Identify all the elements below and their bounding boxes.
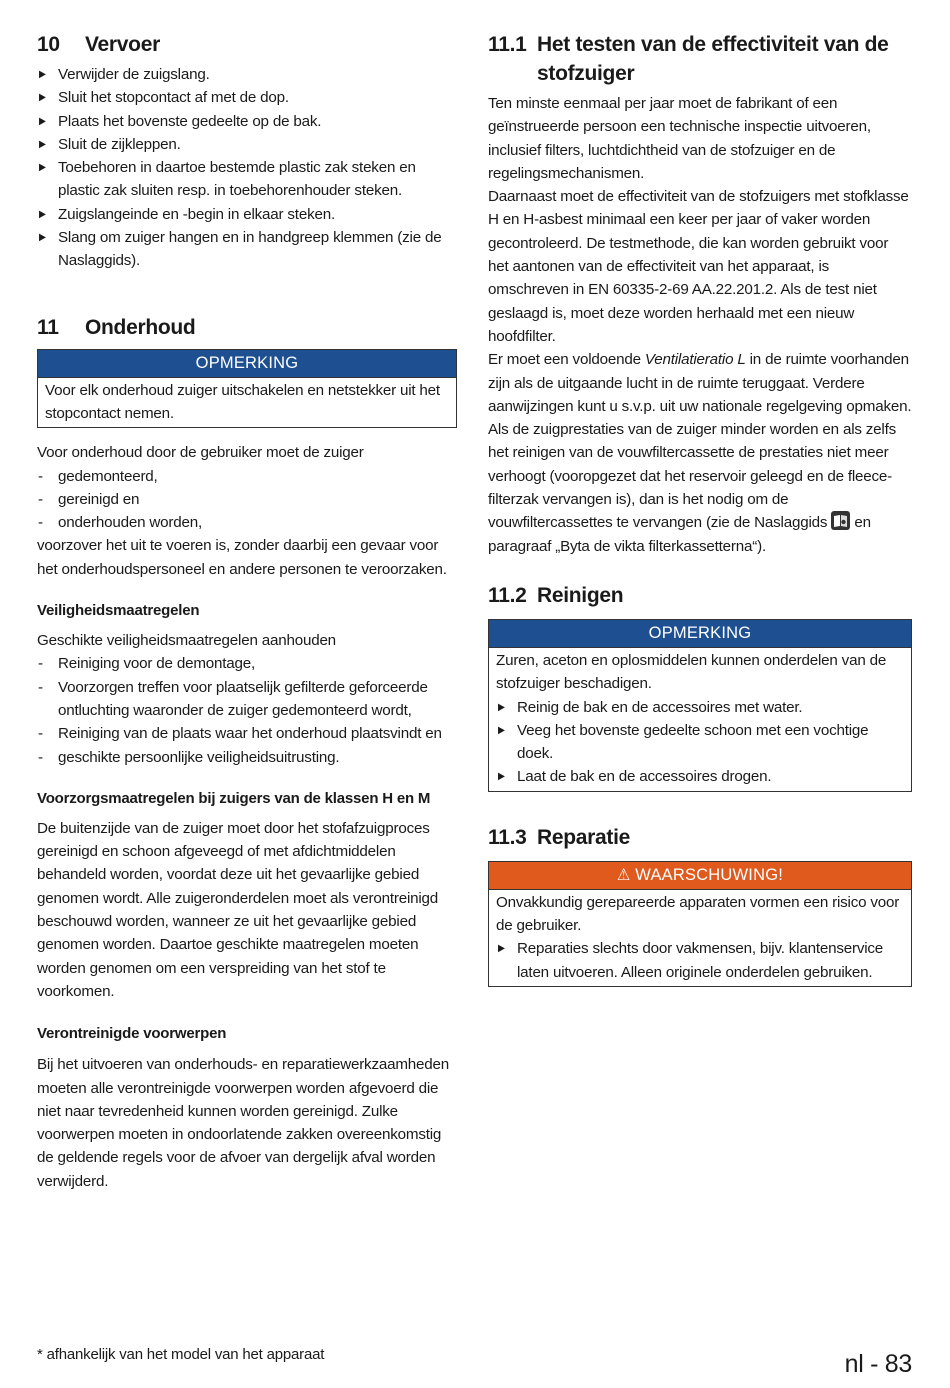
triangle-right-icon: ▶ bbox=[498, 771, 505, 783]
triangle-right-icon: ▶ bbox=[39, 232, 46, 244]
effectiveness-p4: Als de zuigprestaties van de zuiger minder worden en als zelfs het reinigen van de vouwfiltercassette de prestaties niet meer verhoogt (vooropgezet dat het reservoir geleegd en de fleece-filterzak vervangen is), dan is het nodig om de vouwfiltercassettes te vervangen (zie de Naslaggids en paragraaf „Byta de vikta filterkassetterna“). bbox=[488, 421, 897, 555]
triangle-right-icon: ▶ bbox=[39, 208, 46, 220]
section-number: 11.3 bbox=[488, 825, 527, 849]
section-title: Het testen van de effectiviteit van de stofzuiger bbox=[537, 33, 889, 85]
list-item: ▶ Reparaties slechts door vakmensen, bijv. klantenservice laten uitvoeren. Alleen originele onderdelen gebruiken. bbox=[496, 937, 903, 984]
list-item: ▶ Veeg het bovenste gedeelte schoon met een vochtige doek. bbox=[496, 719, 903, 766]
notice-header: OPMERKING bbox=[489, 620, 911, 647]
triangle-right-icon: ▶ bbox=[39, 69, 46, 80]
list-item: ▶ Sluit het stopcontact af met de dop. bbox=[37, 86, 457, 109]
list-item: - gereinigd en bbox=[38, 490, 140, 508]
contaminated-text: Bij het uitvoeren van onderhouds- en reparatiewerkzaamheden moeten alle verontreinigde voorwerpen worden afgevoerd die niet naar tevredenheid kunnen worden gereinigd. Zulke voorwerpen moeten in ondoorlatende zakken overeenkomstig de geldende regels voor de afvoer van dergelijk afval worden verwijderd. bbox=[37, 1056, 450, 1190]
section-11-1-heading bbox=[488, 30, 912, 88]
cleaning-steps bbox=[496, 696, 903, 789]
section-title: Reparatie bbox=[537, 825, 631, 849]
notice-text: Zuren, aceton en oplosmiddelen kunnen onderdelen van de stofzuiger beschadigen. bbox=[496, 651, 887, 693]
triangle-right-icon: ▶ bbox=[39, 115, 46, 127]
effectiveness-p3: Er moet een voldoende Ventilatieratio L in de ruimte voorhanden zijn als de uitgaande lucht in de ruimte teruggaat. Verdere aanwijzingen kunt u s.v.p. uit uw nationale regelgeving opmaken. bbox=[488, 351, 912, 415]
safety-heading: Veiligheidsmaatregelen bbox=[37, 602, 200, 620]
list-item: - onderhouden worden, bbox=[38, 514, 202, 532]
triangle-right-icon: ▶ bbox=[39, 162, 46, 174]
transport-steps bbox=[37, 63, 457, 273]
triangle-right-icon: ▶ bbox=[39, 138, 46, 150]
list-item: - gedemonteerd, bbox=[38, 467, 158, 485]
maintenance-after: voorzover het uit te voeren is, zonder daarbij een gevaar voor het onderhoudspersoneel en andere personen te veroorzaken. bbox=[37, 537, 447, 578]
section-title: Reinigen bbox=[537, 583, 624, 607]
list-item: - Reiniging van de plaats waar het onderhoud plaatsvindt en bbox=[38, 725, 442, 743]
triangle-right-icon: ▶ bbox=[498, 701, 505, 713]
hm-precautions-heading: Voorzorgsmaatregelen bij zuigers van de klassen H en M bbox=[37, 789, 431, 807]
list-item: - geschikte persoonlijke veiligheidsuitrusting. bbox=[38, 748, 340, 766]
notice-header: OPMERKING bbox=[38, 350, 456, 377]
warning-header: ⚠ WAARSCHUWING! bbox=[489, 862, 911, 889]
section-10-heading bbox=[37, 30, 457, 59]
footnote: * afhankelijk van het model van het apparaat bbox=[37, 1346, 325, 1363]
maintenance-notice-box bbox=[37, 349, 457, 429]
section-11-3-heading bbox=[488, 823, 912, 852]
list-item: - Reiniging voor de demontage, bbox=[38, 655, 256, 673]
list-item: ▶ Sluit de zijkleppen. bbox=[37, 133, 457, 156]
section-number: 11.2 bbox=[488, 583, 527, 607]
repair-steps bbox=[496, 937, 903, 984]
repair-warning-box bbox=[488, 861, 912, 987]
maintenance-intro: Voor onderhoud door de gebruiker moet de zuiger bbox=[37, 444, 364, 462]
contaminated-heading: Verontreinigde voorwerpen bbox=[37, 1025, 227, 1043]
section-title: Vervoer bbox=[85, 33, 160, 56]
list-item: ▶ Slang om zuiger hangen en in handgreep klemmen (zie de Naslaggids). bbox=[37, 226, 457, 273]
list-item: ▶ Reinig de bak en de accessoires met water. bbox=[496, 696, 903, 719]
list-item: ▶ Verwijder de zuigslang. bbox=[37, 63, 457, 86]
page-number: nl - 83 bbox=[844, 1350, 912, 1378]
triangle-right-icon: ▶ bbox=[498, 943, 505, 955]
section-number: 11 bbox=[37, 315, 59, 339]
safety-intro: Geschikte veiligheidsmaatregelen aanhouden bbox=[37, 632, 336, 650]
hm-precautions-text: De buitenzijde van de zuiger moet door het stofafzuigproces gereinigd en schoon afgeveegd of met afdichtmiddelen behandeld worden, voordat deze uit het gevaarlijke gebied genomen wordt. Alle zuigeronderdelen moet als verontreinigd beschouwd worden, wanneer ze uit het gevaarlijke gebied genomen worden. Daartoe geschikte maatregelen moeten worden genomen om een verspreiding van het stof te voorkomen. bbox=[37, 819, 439, 1000]
section-title: Onderhoud bbox=[85, 315, 196, 339]
effectiveness-p1: Ten minste eenmaal per jaar moet de fabrikant of een geïnstrueerde persoon een technische inspectie uitvoeren, inclusief filters, luchtdichtheid van de stofzuiger en de regelingsmechanismen. bbox=[488, 95, 871, 182]
maintenance-list bbox=[37, 465, 457, 535]
section-number: 10 bbox=[37, 33, 60, 56]
list-item: ▶ Zuigslangeinde en -begin in elkaar steken. bbox=[37, 203, 457, 226]
safety-list bbox=[37, 652, 457, 768]
effectiveness-p2: Daarnaast moet de effectiviteit van de stofzuigers met stofklasse H en H-asbest minimaal een keer per jaar of vaker worden gecontroleerd. De testmethode, die kan worden gebruikt voor het aantonen van de effectiviteit van het apparaat, is omschreven in EN 60335-2-69 AA.22.201.2. Als de test niet geslaagd is, moet deze worden herhaald met een nieuw hoofdfilter. bbox=[488, 188, 909, 345]
list-item: - Voorzorgen treffen voor plaatselijk gefilterde geforceerde ontluchting waaronder de zuiger gedemonteerd wordt, bbox=[38, 678, 428, 719]
triangle-right-icon: ▶ bbox=[498, 724, 505, 736]
triangle-right-icon: ▶ bbox=[39, 92, 46, 104]
notice-text: Voor elk onderhoud zuiger uitschakelen en netstekker uit het stopcontact nemen. bbox=[45, 381, 440, 422]
left-column bbox=[37, 30, 457, 1193]
manual-book-icon bbox=[831, 511, 850, 530]
right-column bbox=[488, 30, 912, 987]
list-item: ▶ Laat de bak en de accessoires drogen. bbox=[496, 765, 903, 788]
section-number: 11.1 bbox=[488, 33, 527, 56]
cleaning-notice-box bbox=[488, 619, 912, 792]
list-item: ▶ Plaats het bovenste gedeelte op de bak. bbox=[37, 110, 457, 133]
list-item: ▶ Toebehoren in daartoe bestemde plastic zak steken en plastic zak sluiten resp. in toebehorenhouder steken. bbox=[37, 156, 457, 203]
section-11-heading bbox=[37, 313, 457, 342]
warning-text: Onvakkundig gerepareerde apparaten vormen een risico voor de gebruiker. bbox=[496, 893, 900, 935]
section-11-2-heading bbox=[488, 581, 912, 610]
